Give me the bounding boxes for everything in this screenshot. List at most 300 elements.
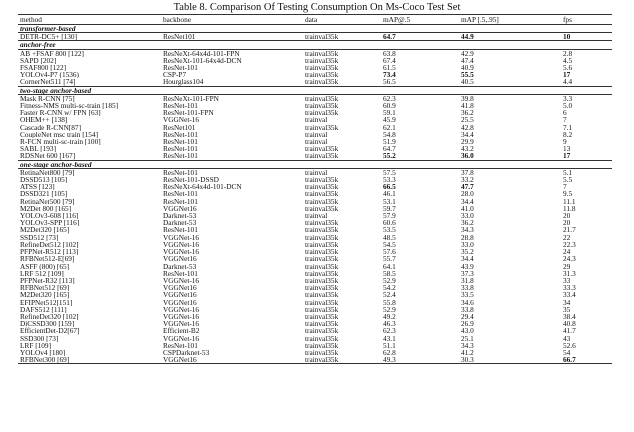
comparison-table bbox=[18, 14, 612, 364]
header-backbone: backbone bbox=[161, 15, 303, 25]
group-title: transformer-based bbox=[18, 25, 612, 33]
cell-backbone: VGGNet-16 bbox=[163, 312, 200, 321]
cell-map50: 66.5 bbox=[383, 183, 396, 191]
cell-method: CornerNet511 [74] bbox=[20, 78, 76, 87]
cell-fps: 11.8 bbox=[563, 204, 576, 213]
cell-map-range: 37.3 bbox=[461, 269, 474, 277]
table-row bbox=[18, 138, 612, 145]
table-row bbox=[18, 299, 612, 306]
table-row bbox=[18, 226, 612, 233]
table-row bbox=[18, 109, 612, 116]
cell-backbone: VGGNet16 bbox=[163, 291, 197, 299]
cell-map-range: 47.7 bbox=[461, 183, 474, 191]
cell-data: trainval35k bbox=[303, 33, 381, 41]
table-row bbox=[18, 71, 612, 78]
cell-method: RFBNet300 [69] bbox=[18, 356, 161, 364]
cell-data: trainval35k bbox=[305, 78, 339, 87]
cell-data: trainval35k bbox=[305, 183, 339, 191]
cell-fps: 34 bbox=[563, 298, 571, 306]
cell-map50: 54.2 bbox=[383, 284, 396, 292]
cell-method: OHEM++ [138] bbox=[20, 116, 68, 124]
table-row bbox=[18, 327, 612, 334]
table-row bbox=[18, 241, 612, 248]
group-title: two-stage anchor-based bbox=[18, 86, 612, 94]
table-row bbox=[18, 291, 612, 298]
cell-method: LRF [109] bbox=[20, 341, 52, 349]
cell-data: trainval35k bbox=[305, 276, 339, 285]
cell-fps: 22.3 bbox=[563, 240, 576, 249]
cell-method: RFBNet512 [69] bbox=[20, 284, 70, 292]
cell-map-range: 33.8 bbox=[461, 305, 474, 313]
cell-map-range: 34.4 bbox=[461, 255, 474, 263]
table-row bbox=[18, 78, 612, 86]
cell-backbone: VGGNet16 bbox=[163, 204, 197, 213]
cell-data: trainval35k bbox=[305, 255, 339, 263]
cell-data: trainval35k bbox=[305, 56, 339, 65]
table-row bbox=[18, 94, 612, 102]
group-title: anchor-free bbox=[18, 41, 612, 49]
cell-map-range: 34.3 bbox=[461, 226, 474, 234]
cell-fps: 33.3 bbox=[563, 284, 576, 292]
table-row bbox=[18, 145, 612, 152]
cell-map50: 55.7 bbox=[383, 255, 396, 263]
cell-fps: 5.6 bbox=[563, 64, 573, 72]
cell-map-range: 41.2 bbox=[461, 348, 474, 357]
table-row bbox=[18, 176, 612, 183]
cell-fps: 9 bbox=[563, 138, 567, 146]
cell-fps: 33 bbox=[563, 276, 571, 285]
cell-method: EfficientDet-D2[67] bbox=[20, 327, 80, 335]
cell-data: trainval35k bbox=[305, 197, 339, 205]
cell-map50: 59.7 bbox=[383, 204, 396, 213]
cell-method: SSD300 [73] bbox=[20, 334, 59, 342]
cell-data: trainval35k bbox=[305, 248, 339, 256]
cell-map50: 54.5 bbox=[383, 240, 396, 249]
cell-backbone: ResNet-101 bbox=[163, 102, 198, 110]
table-row bbox=[18, 356, 612, 364]
table-row bbox=[18, 183, 612, 190]
cell-fps: 2.8 bbox=[561, 49, 612, 57]
cell-data: trainval35k bbox=[305, 327, 339, 335]
cell-backbone: ResNet-101-DSSD bbox=[163, 176, 219, 184]
cell-method: FSAF800 [122] bbox=[20, 64, 67, 72]
cell-backbone: ResNet101 bbox=[161, 33, 303, 41]
cell-map-range: 33.8 bbox=[461, 284, 474, 292]
cell-backbone: Darknet-53 bbox=[163, 219, 197, 227]
cell-fps: 10 bbox=[561, 33, 612, 41]
cell-backbone: ResNet-101 bbox=[163, 269, 198, 277]
cell-map50: 73.4 bbox=[383, 71, 396, 79]
cell-data: trainval35k bbox=[305, 102, 339, 110]
cell-method: YOLOv3-SPP [116] bbox=[20, 219, 80, 227]
cell-fps: 5.1 bbox=[561, 168, 612, 176]
cell-backbone: ResNet101 bbox=[163, 123, 196, 131]
table-row bbox=[18, 131, 612, 138]
cell-backbone: CSP-P7 bbox=[163, 71, 187, 79]
cell-map-range: 33.0 bbox=[461, 212, 474, 220]
cell-method: SABL [193] bbox=[20, 145, 57, 153]
cell-backbone: VGGNet-16 bbox=[163, 320, 200, 328]
cell-backbone: VGGNet16 bbox=[163, 298, 197, 306]
table-row bbox=[18, 342, 612, 349]
cell-fps: 17 bbox=[563, 71, 571, 79]
cell-backbone: ResNet-101 bbox=[163, 226, 198, 234]
cell-data: trainval35k bbox=[305, 71, 339, 79]
cell-data: trainval35k bbox=[305, 64, 339, 72]
cell-data: trainval bbox=[303, 168, 381, 176]
table-row bbox=[18, 57, 612, 64]
cell-backbone: ResNet-101 bbox=[163, 64, 198, 72]
cell-backbone: ResNeXt-64x4d-101-FPN bbox=[161, 49, 303, 57]
cell-map50: 52.9 bbox=[383, 276, 396, 285]
cell-data: trainval35k bbox=[305, 284, 339, 292]
table-row bbox=[18, 234, 612, 241]
cell-fps: 9.5 bbox=[563, 190, 573, 198]
cell-method: PFPNet-R32 [113] bbox=[20, 276, 75, 285]
cell-method: RDSNet 600 [167] bbox=[20, 152, 76, 161]
cell-map50: 62.1 bbox=[383, 123, 396, 131]
table-row bbox=[18, 263, 612, 270]
cell-method: R-FCN multi-sc-train [100] bbox=[20, 138, 101, 146]
cell-data: trainval35k bbox=[305, 320, 339, 328]
cell-map-range: 31.8 bbox=[461, 276, 474, 285]
cell-map50: 64.7 bbox=[381, 33, 459, 41]
cell-map-range: 35.2 bbox=[461, 248, 474, 256]
cell-map50: 56.5 bbox=[383, 78, 396, 87]
cell-data: trainval35k bbox=[305, 341, 339, 349]
cell-map50: 59.1 bbox=[383, 109, 396, 117]
cell-map-range: 36.2 bbox=[461, 219, 474, 227]
cell-method: Fitness-NMS multi-sc-train [185] bbox=[20, 102, 119, 110]
cell-map-range: 44.9 bbox=[459, 33, 561, 41]
cell-map-range: 40.5 bbox=[461, 78, 474, 87]
cell-map-range: 36.0 bbox=[461, 152, 474, 161]
cell-fps: 11.1 bbox=[563, 197, 576, 205]
cell-method: LRF 512 [109] bbox=[20, 269, 64, 277]
group-header-row bbox=[18, 86, 612, 94]
cell-map-range: 42.9 bbox=[459, 49, 561, 57]
cell-fps: 43 bbox=[563, 334, 571, 342]
cell-map-range: 40.9 bbox=[461, 64, 474, 72]
cell-map50: 57.6 bbox=[383, 248, 396, 256]
cell-map50: 46.3 bbox=[383, 320, 396, 328]
cell-map-range: 47.4 bbox=[461, 56, 474, 65]
cell-method: AB +FSAF 800 [122] bbox=[18, 49, 161, 57]
cell-data: trainval35k bbox=[305, 204, 339, 213]
cell-data: trainval35k bbox=[305, 262, 339, 270]
cell-map50: 58.5 bbox=[383, 269, 396, 277]
cell-backbone: ResNet-101 bbox=[163, 190, 198, 198]
cell-fps: 24.3 bbox=[563, 255, 576, 263]
cell-map50: 52.9 bbox=[383, 305, 396, 313]
cell-map-range: 34.4 bbox=[461, 130, 474, 139]
cell-map-range: 39.8 bbox=[459, 94, 561, 102]
cell-data: trainval bbox=[305, 116, 328, 124]
table-row bbox=[18, 152, 612, 160]
table-row bbox=[18, 102, 612, 109]
cell-data: trainval35k bbox=[305, 348, 339, 357]
cell-backbone: ResNet-101 bbox=[163, 341, 198, 349]
cell-method: ATSS [123] bbox=[20, 183, 55, 191]
cell-data: trainval35k bbox=[305, 312, 339, 321]
cell-fps: 5.0 bbox=[563, 102, 573, 110]
header-map50: mAP@.5 bbox=[381, 15, 459, 25]
cell-data: trainval35k bbox=[305, 219, 339, 227]
cell-backbone: ResNet-101-FPN bbox=[163, 109, 214, 117]
table-row bbox=[18, 335, 612, 342]
cell-backbone: ResNeXt-101-FPN bbox=[161, 94, 303, 102]
table-row bbox=[18, 198, 612, 205]
cell-method: Faster R-CNN w/ FPN [63] bbox=[20, 109, 101, 117]
cell-map-range: 25.5 bbox=[461, 116, 474, 124]
cell-data: trainval35k bbox=[305, 291, 339, 299]
cell-method: DAFS512 [111] bbox=[20, 305, 67, 313]
table-row bbox=[18, 190, 612, 197]
cell-map50: 67.4 bbox=[383, 56, 396, 65]
cell-method: M2Det 800 [165] bbox=[20, 204, 72, 213]
cell-fps: 13 bbox=[563, 145, 571, 153]
cell-map50: 64.7 bbox=[383, 145, 396, 153]
cell-method: DSSD513 [105] bbox=[20, 176, 68, 184]
cell-map50: 62.8 bbox=[383, 348, 396, 357]
cell-fps: 31.3 bbox=[563, 269, 576, 277]
table-row bbox=[18, 33, 612, 41]
cell-map-range: 34.3 bbox=[461, 341, 474, 349]
cell-map-range: 28.8 bbox=[461, 233, 474, 241]
cell-data: trainval35k bbox=[305, 298, 339, 306]
cell-fps: 7.1 bbox=[563, 123, 573, 131]
cell-map-range: 33.0 bbox=[461, 240, 474, 249]
table-row bbox=[18, 219, 612, 226]
cell-fps: 4.5 bbox=[563, 56, 573, 65]
cell-method: M2Det320 [165] bbox=[20, 226, 70, 234]
cell-method: RetinaNet500 [79] bbox=[20, 197, 75, 205]
cell-fps: 52.6 bbox=[563, 341, 576, 349]
cell-map-range: 28.0 bbox=[461, 190, 474, 198]
cell-map50: 60.6 bbox=[383, 219, 396, 227]
cell-map50: 57.9 bbox=[383, 212, 396, 220]
cell-map-range: 34.4 bbox=[461, 197, 474, 205]
cell-map-range: 29.9 bbox=[461, 138, 474, 146]
cell-backbone: ResNet-101 bbox=[163, 138, 198, 146]
cell-map50: 57.5 bbox=[381, 168, 459, 176]
cell-data: trainval35k bbox=[305, 305, 339, 313]
cell-map-range: 36.2 bbox=[461, 109, 474, 117]
cell-map50: 60.9 bbox=[383, 102, 396, 110]
cell-method: DSSD321 [105] bbox=[20, 190, 68, 198]
cell-fps: 4.4 bbox=[563, 78, 573, 87]
cell-method: DETR-DC5+ [130] bbox=[18, 33, 161, 41]
cell-data: trainval bbox=[305, 138, 328, 146]
table-row bbox=[18, 205, 612, 212]
cell-backbone: VGGNet16 bbox=[163, 255, 197, 263]
cell-method: M2Det320 [165] bbox=[20, 291, 70, 299]
cell-method: PFPNet-R512 [113] bbox=[20, 248, 79, 256]
cell-backbone: Darknet-53 bbox=[163, 262, 197, 270]
cell-method: YOLOv3-608 [116] bbox=[20, 212, 79, 220]
cell-map50: 62.3 bbox=[383, 327, 396, 335]
cell-method: CoupleNet msc train [154] bbox=[20, 130, 99, 139]
table-row bbox=[18, 313, 612, 320]
cell-backbone: Hourglass104 bbox=[163, 78, 204, 87]
cell-data: trainval35k bbox=[305, 109, 339, 117]
cell-map-range: 37.8 bbox=[459, 168, 561, 176]
header-data: data bbox=[303, 15, 381, 25]
group-header-row bbox=[18, 25, 612, 33]
cell-fps: 66.7 bbox=[561, 356, 612, 364]
cell-fps: 3.3 bbox=[561, 94, 612, 102]
cell-backbone: ResNeXt-101-64x4d-DCN bbox=[163, 56, 242, 65]
cell-map50: 64.1 bbox=[383, 262, 396, 270]
group-header-row bbox=[18, 41, 612, 49]
cell-method: RefineDet320 [102] bbox=[20, 312, 79, 321]
cell-data: trainval35k bbox=[303, 49, 381, 57]
cell-data: trainval35k bbox=[305, 145, 339, 153]
cell-backbone: CSPDarknet-53 bbox=[163, 348, 210, 357]
cell-map50: 43.1 bbox=[383, 334, 396, 342]
table-row bbox=[18, 349, 612, 356]
cell-map-range: 30.3 bbox=[459, 356, 561, 364]
cell-method: SAPD [202] bbox=[20, 56, 57, 65]
cell-method: DiCSSD300 [159] bbox=[20, 320, 75, 328]
cell-data: trainval35k bbox=[305, 233, 339, 241]
cell-map-range: 55.5 bbox=[461, 71, 474, 79]
cell-backbone: ResNet-101 bbox=[163, 145, 198, 153]
cell-map50: 53.1 bbox=[383, 197, 396, 205]
cell-fps: 20 bbox=[563, 219, 571, 227]
cell-fps: 40.8 bbox=[563, 320, 576, 328]
cell-map50: 46.1 bbox=[383, 190, 396, 198]
cell-fps: 33.4 bbox=[563, 291, 576, 299]
cell-data: trainval35k bbox=[305, 152, 339, 161]
cell-fps: 22 bbox=[563, 233, 571, 241]
cell-backbone: VGGNet-16 bbox=[163, 240, 200, 249]
cell-map-range: 25.1 bbox=[461, 334, 474, 342]
cell-map50: 55.8 bbox=[383, 298, 396, 306]
cell-map-range: 42.8 bbox=[461, 123, 474, 131]
cell-fps: 24 bbox=[563, 248, 571, 256]
cell-fps: 41.7 bbox=[563, 327, 576, 335]
group-title: one-stage anchor-based bbox=[18, 160, 612, 168]
cell-backbone: Darknet-53 bbox=[163, 212, 197, 220]
cell-map50: 49.3 bbox=[381, 356, 459, 364]
cell-method: ASFF (800) [65] bbox=[20, 262, 70, 270]
cell-data: trainval35k bbox=[305, 190, 339, 198]
cell-map-range: 41.8 bbox=[461, 102, 474, 110]
table-row bbox=[18, 116, 612, 123]
cell-fps: 29 bbox=[563, 262, 571, 270]
cell-map50: 51.9 bbox=[383, 138, 396, 146]
cell-map-range: 33.2 bbox=[461, 176, 474, 184]
table-row bbox=[18, 248, 612, 255]
cell-data: trainval35k bbox=[305, 123, 339, 131]
cell-method: YOLOv4-P7 (1536) bbox=[20, 71, 79, 79]
cell-map-range: 26.9 bbox=[461, 320, 474, 328]
cell-map50: 55.2 bbox=[383, 152, 396, 161]
cell-backbone: ResNet-101 bbox=[163, 130, 198, 139]
cell-data: trainval35k bbox=[305, 226, 339, 234]
cell-map50: 51.1 bbox=[383, 341, 396, 349]
header-fps: fps bbox=[561, 15, 612, 25]
cell-backbone: VGGNet-16 bbox=[163, 305, 200, 313]
cell-map-range: 34.6 bbox=[461, 298, 474, 306]
cell-fps: 8.2 bbox=[563, 130, 573, 139]
cell-backbone: VGGNet-16 bbox=[163, 248, 200, 256]
table-row bbox=[18, 168, 612, 176]
cell-backbone: VGGNet-16 bbox=[163, 276, 200, 285]
cell-backbone: ResNet-101 bbox=[161, 168, 303, 176]
cell-backbone: VGGNet-16 bbox=[163, 233, 200, 241]
table-caption: Table 8. Comparison Of Testing Consumption On Ms-Coco Test Set bbox=[173, 2, 461, 13]
cell-map-range: 43.2 bbox=[461, 145, 474, 153]
table-body bbox=[18, 25, 612, 364]
cell-map-range: 29.4 bbox=[461, 312, 474, 321]
header-method: method bbox=[18, 15, 161, 25]
cell-backbone: ResNet-101 bbox=[163, 197, 198, 205]
cell-method: SSD512 [73] bbox=[20, 233, 59, 241]
cell-data: trainval35k bbox=[305, 176, 339, 184]
cell-backbone: ResNeXt-64x4d-101-DCN bbox=[163, 183, 242, 191]
cell-map50: 63.8 bbox=[381, 49, 459, 57]
cell-map50: 54.8 bbox=[383, 130, 396, 139]
cell-fps: 35 bbox=[563, 305, 571, 313]
cell-fps: 38.4 bbox=[563, 312, 576, 321]
cell-fps: 21.7 bbox=[563, 226, 576, 234]
cell-method: RetinaNet800 [79] bbox=[18, 168, 161, 176]
cell-fps: 6 bbox=[563, 109, 567, 117]
cell-fps: 7 bbox=[563, 116, 567, 124]
cell-map-range: 43.0 bbox=[461, 327, 474, 335]
cell-backbone: VGGNet-16 bbox=[163, 116, 200, 124]
cell-map50: 45.9 bbox=[383, 116, 396, 124]
table-row bbox=[18, 284, 612, 291]
header-map-range: mAP [.5,.95] bbox=[459, 15, 561, 25]
cell-map50: 53.5 bbox=[383, 226, 396, 234]
table-row bbox=[18, 255, 612, 262]
cell-data: trainval35k bbox=[305, 269, 339, 277]
cell-method: RefineDet512 [102] bbox=[20, 240, 79, 249]
cell-backbone: VGGNet16 bbox=[161, 356, 303, 364]
cell-backbone: VGGNet16 bbox=[163, 284, 197, 292]
cell-map50: 52.4 bbox=[383, 291, 396, 299]
cell-data: trainval35k bbox=[305, 334, 339, 342]
cell-data: trainval35k bbox=[303, 356, 381, 364]
cell-method: Cascade R-CNN[87] bbox=[20, 123, 81, 131]
table-row bbox=[18, 212, 612, 219]
table-row bbox=[18, 124, 612, 131]
cell-map50: 48.5 bbox=[383, 233, 396, 241]
cell-fps: 5.5 bbox=[563, 176, 573, 184]
table-row bbox=[18, 49, 612, 57]
cell-map50: 62.3 bbox=[381, 94, 459, 102]
cell-map50: 53.3 bbox=[383, 176, 396, 184]
cell-data: trainval35k bbox=[303, 94, 381, 102]
cell-map-range: 43.9 bbox=[461, 262, 474, 270]
table-row bbox=[18, 64, 612, 71]
cell-method: Mask R-CNN [75] bbox=[18, 94, 161, 102]
cell-map50: 61.5 bbox=[383, 64, 396, 72]
cell-map-range: 41.0 bbox=[461, 204, 474, 213]
cell-fps: 7 bbox=[563, 183, 567, 191]
cell-method: YOLOv4 [180] bbox=[20, 348, 66, 357]
table-row bbox=[18, 306, 612, 313]
cell-backbone: ResNet-101 bbox=[163, 152, 198, 161]
table-row bbox=[18, 270, 612, 277]
cell-method: EFIPNet512[151] bbox=[20, 298, 73, 306]
cell-map-range: 33.5 bbox=[461, 291, 474, 299]
cell-fps: 20 bbox=[563, 212, 571, 220]
cell-data: trainval bbox=[305, 212, 328, 220]
